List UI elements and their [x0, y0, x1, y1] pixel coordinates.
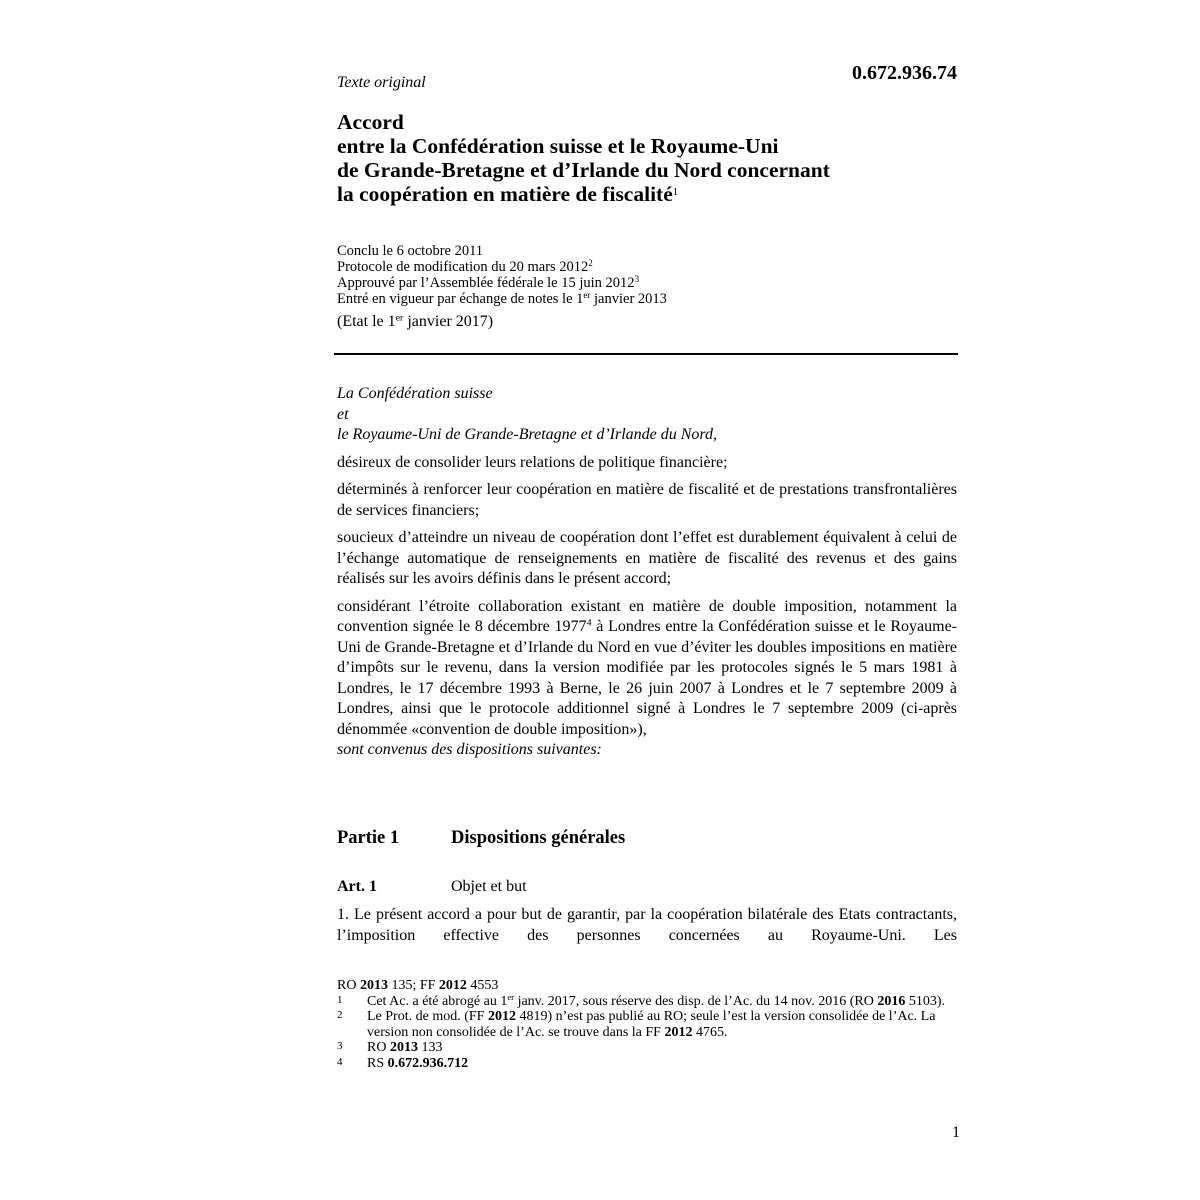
fn2-c: 4765. — [692, 1024, 728, 1040]
footnote-1-text — [367, 991, 957, 1010]
preamble-paragraph-3: soucieux d’atteindre un niveau de coopération dont l’effet est durablement équivalent à celui de l’échange automatique de renseignements en matière de fiscalité des revenus et des gains réalisés sur les avoirs définis dans le présent accord; — [337, 529, 957, 587]
footnote-1-number: 1 — [337, 993, 343, 1006]
title-line-3: de Grande-Bretagne et d’Irlande du Nord concernant — [337, 158, 830, 182]
header-divider — [334, 353, 958, 355]
protocol-footnote-ref[interactable]: 2 — [588, 258, 593, 269]
article-title: Objet et but — [451, 878, 527, 895]
preamble-paragraph-4 — [337, 597, 957, 741]
entry-text-pre: Entré en vigueur par échange de notes le 1 — [337, 291, 584, 307]
fn1-c: 5103). — [905, 993, 946, 1009]
state-date — [337, 312, 957, 332]
source-ro-year: 2013 — [359, 978, 388, 993]
protocol-text: Protocole de modification du 20 mars 2012 — [337, 259, 589, 275]
approved-text: Approuvé par l’Assemblée fédérale le 15 juin 2012 — [337, 275, 635, 291]
article-paragraph-1: 1. Le présent accord a pour but de garantir, par la coopération bilatérale des Etats contractants, l’imposition effective des personnes concernées au Royaume-Uni. Les — [337, 906, 957, 944]
fn3-a: RO — [367, 1040, 390, 1055]
original-text-label: Texte original — [337, 74, 426, 91]
title-footnote-ref[interactable]: 1 — [672, 186, 679, 199]
fn2-year2: 2012 — [664, 1024, 693, 1040]
fn2-b: 4819) n’est pas publié au RO; seule l’est la version consolidée de l’Ac. La version non consolidée de l’Ac. se trouve dans la FF — [367, 1009, 936, 1040]
fn1-a: Cet Ac. a été abrogé au 1 — [367, 993, 508, 1009]
part-number: Partie 1 — [337, 828, 400, 848]
source-ro-label: RO — [337, 978, 360, 993]
source-reference — [337, 978, 957, 994]
page-number: 1 — [952, 1124, 960, 1141]
preamble-paragraph-2: déterminés à renforcer leur coopération en matière de fiscalité et de prestations transfrontalières de services financiers; — [337, 481, 957, 519]
state-ordinal: er — [395, 312, 404, 324]
protocol-date — [337, 259, 957, 275]
entry-text-post: janvier 2013 — [590, 291, 667, 307]
entry-into-force — [337, 291, 957, 307]
part-title: Dispositions générales — [451, 828, 626, 848]
concluded-date: Conclu le 6 octobre 2011 — [337, 243, 484, 259]
approved-date — [337, 275, 957, 291]
title-line-4 — [337, 182, 957, 206]
title-line-2: entre la Confédération suisse et le Royaume-Uni — [337, 134, 779, 158]
fn3-b: 133 — [417, 1040, 443, 1055]
preamble-paragraph-1: désireux de consolider leurs relations de politique financière; — [337, 453, 728, 471]
title-line-4-text: la coopération en matière de fiscalité — [337, 182, 673, 206]
fn4-a: RS — [367, 1055, 388, 1071]
party-conjunction: et — [337, 405, 349, 423]
fn2-year: 2012 — [487, 1009, 516, 1024]
source-ff-rest: 4553 — [466, 978, 499, 993]
preamble-footnote-ref-4[interactable]: 4 — [586, 617, 592, 629]
footnote-4-number: 4 — [337, 1055, 343, 1068]
fn4-b: 0.672.936.712 — [387, 1055, 469, 1071]
fn3-year: 2013 — [389, 1040, 418, 1055]
party-1: La Confédération suisse — [337, 385, 493, 402]
article-number: Art. 1 — [337, 878, 377, 895]
preamble — [337, 384, 957, 761]
title-line-1: Accord — [337, 110, 404, 134]
footnote-2-number: 2 — [337, 1009, 343, 1021]
footnote-3-text — [367, 1040, 957, 1056]
party-2: le Royaume-Uni de Grande-Bretagne et d’Irlande du Nord, — [337, 426, 718, 443]
fn1-b: janv. 2017, sous réserve des disp. de l’Ac. du 14 nov. 2016 (RO — [514, 993, 878, 1009]
document-metadata — [337, 243, 957, 332]
approved-footnote-ref[interactable]: 3 — [634, 274, 640, 285]
footnote-4 — [337, 1056, 957, 1072]
fn1-year: 2016 — [877, 993, 906, 1009]
document-title — [337, 110, 957, 206]
footnote-1 — [337, 991, 957, 1010]
state-text-post: janvier 2017) — [403, 313, 494, 330]
footnote-4-text — [367, 1056, 957, 1072]
part-heading — [337, 828, 625, 849]
source-ff-year: 2012 — [438, 978, 467, 993]
footnote-2-text — [367, 1009, 957, 1040]
preamble-closing: sont convenus des dispositions suivantes: — [337, 741, 602, 758]
preamble-paragraph-4-b: à Londres entre la Confédération suisse et le Royaume-Uni de Grande-Bretagne et d’Irlande du Nord en vue d’éviter les doubles impositions en matière d’impôts sur le revenu, dans la version modifiée par les protocoles signés le 5 mars 1981 à Londres, le 17 décembre 1993 à Berne, le 26 juin 2007 à Londres et le 7 septembre 2009 à Londres, ainsi que le protocole additionnel signé à Londres le 7 septembre 2009 (ci-après dénommée «convention de double imposition»), — [337, 618, 958, 738]
footnote-3 — [337, 1040, 957, 1056]
footnote-2 — [337, 1009, 957, 1040]
footnotes — [337, 978, 957, 1071]
state-text-pre: (Etat le 1 — [337, 313, 396, 330]
fn2-a: Le Prot. de mod. (FF — [367, 1009, 488, 1024]
entry-ordinal: er — [583, 290, 591, 301]
sr-number: 0.672.936.74 — [852, 62, 957, 84]
article-heading — [337, 878, 527, 896]
footnote-3-number: 3 — [337, 1040, 343, 1052]
source-ro-rest: 135; FF — [387, 978, 439, 993]
fn1-ordinal: er — [507, 991, 515, 1002]
preamble-paragraph-4-a: considérant l’étroite collaboration existant en matière de double imposition, notamment la convention signée le 8 décembre 1977 — [337, 597, 957, 635]
